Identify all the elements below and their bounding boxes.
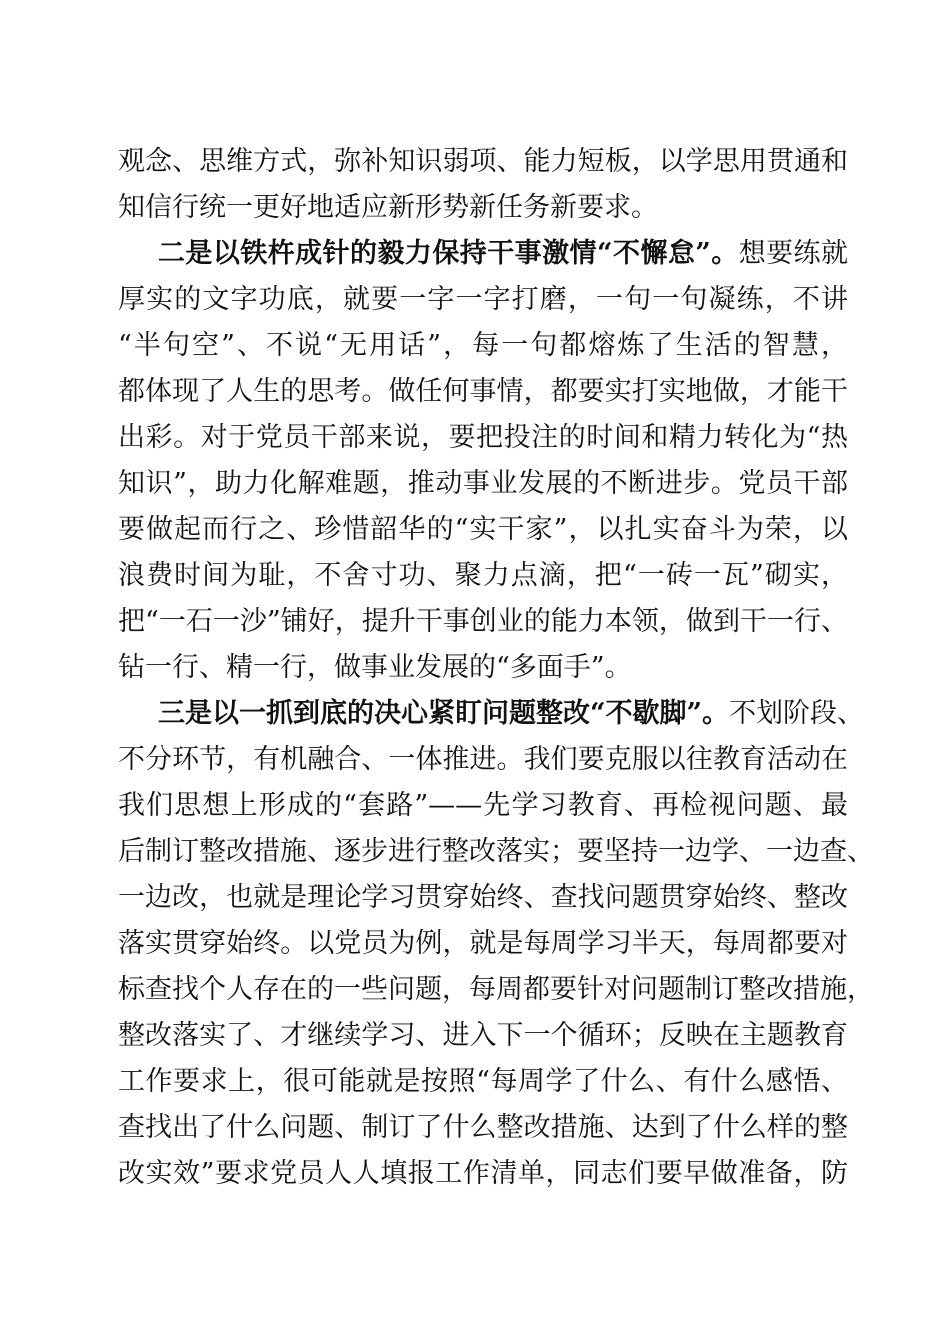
text-line: 查找出了什么问题、制订了什么整改措施、达到了什么样的整 bbox=[118, 1112, 848, 1143]
section-3-text: 不划阶段、 bbox=[729, 698, 865, 729]
text-line: 知识”，助力化解难题，推动事业发展的不断进步。党员干部 bbox=[118, 468, 848, 499]
text-line: 要做起而行之、珍惜韶华的“实干家”，以扎实奋斗为荣，以 bbox=[118, 514, 848, 545]
text-line: 把“一石一沙”铺好，提升干事创业的能力本领，做到干一行、 bbox=[118, 606, 848, 637]
section-3-first-line bbox=[158, 692, 865, 736]
text-line: 一边改，也就是理论学习贯穿始终、查找问题贯穿始终、整改 bbox=[118, 882, 848, 913]
text-line: 工作要求上，很可能就是按照“每周学了什么、有什么感悟、 bbox=[118, 1066, 848, 1097]
text-line: 钻一行、精一行，做事业发展的“多面手”。 bbox=[118, 652, 632, 683]
section-2-text: 想要练就 bbox=[738, 238, 848, 269]
text-line: 标查找个人存在的一些问题，每周都要针对问题制订整改措施， bbox=[118, 974, 874, 1005]
section-2-first-line bbox=[158, 232, 848, 276]
text-line: 整改落实了、才继续学习、进入下一个循环；反映在主题教育 bbox=[118, 1020, 848, 1051]
text-line: 不分环节，有机融合、一体推进。我们要克服以往教育活动在 bbox=[118, 744, 848, 775]
text-line: 知信行统一更好地适应新形势新任务新要求。 bbox=[118, 192, 658, 223]
text-line: 落实贯穿始终。以党员为例，就是每周学习半天，每周都要对 bbox=[118, 928, 848, 959]
text-line: 厚实的文字功底，就要一字一字打磨，一句一句凝练，不讲 bbox=[118, 284, 848, 315]
text-line: 改实效”要求党员人人填报工作清单，同志们要早做准备，防 bbox=[118, 1158, 848, 1189]
section-3-heading: 三是以一抓到底的决心紧盯问题整改“不歇脚”。 bbox=[158, 698, 730, 729]
text-line: 都体现了人生的思考。做任何事情，都要实打实地做，才能干 bbox=[118, 376, 848, 407]
text-line: 观念、思维方式，弥补知识弱项、能力短板，以学思用贯通和 bbox=[118, 146, 848, 177]
section-2-heading: 二是以铁杵成针的毅力保持干事激情“不懈怠”。 bbox=[158, 238, 739, 269]
text-line: 出彩。对于党员干部来说，要把投注的时间和精力转化为“热 bbox=[118, 422, 848, 453]
text-line: 后制订整改措施、逐步进行整改落实；要坚持一边学、一边查、 bbox=[118, 836, 874, 867]
text-line: 浪费时间为耻，不舍寸功、聚力点滴，把“一砖一瓦”砌实， bbox=[118, 560, 848, 591]
text-line: 我们思想上形成的“套路”——先学习教育、再检视问题、最 bbox=[118, 790, 848, 821]
text-line: “半句空”、不说“无用话”，每一句都熔炼了生活的智慧， bbox=[118, 330, 848, 361]
